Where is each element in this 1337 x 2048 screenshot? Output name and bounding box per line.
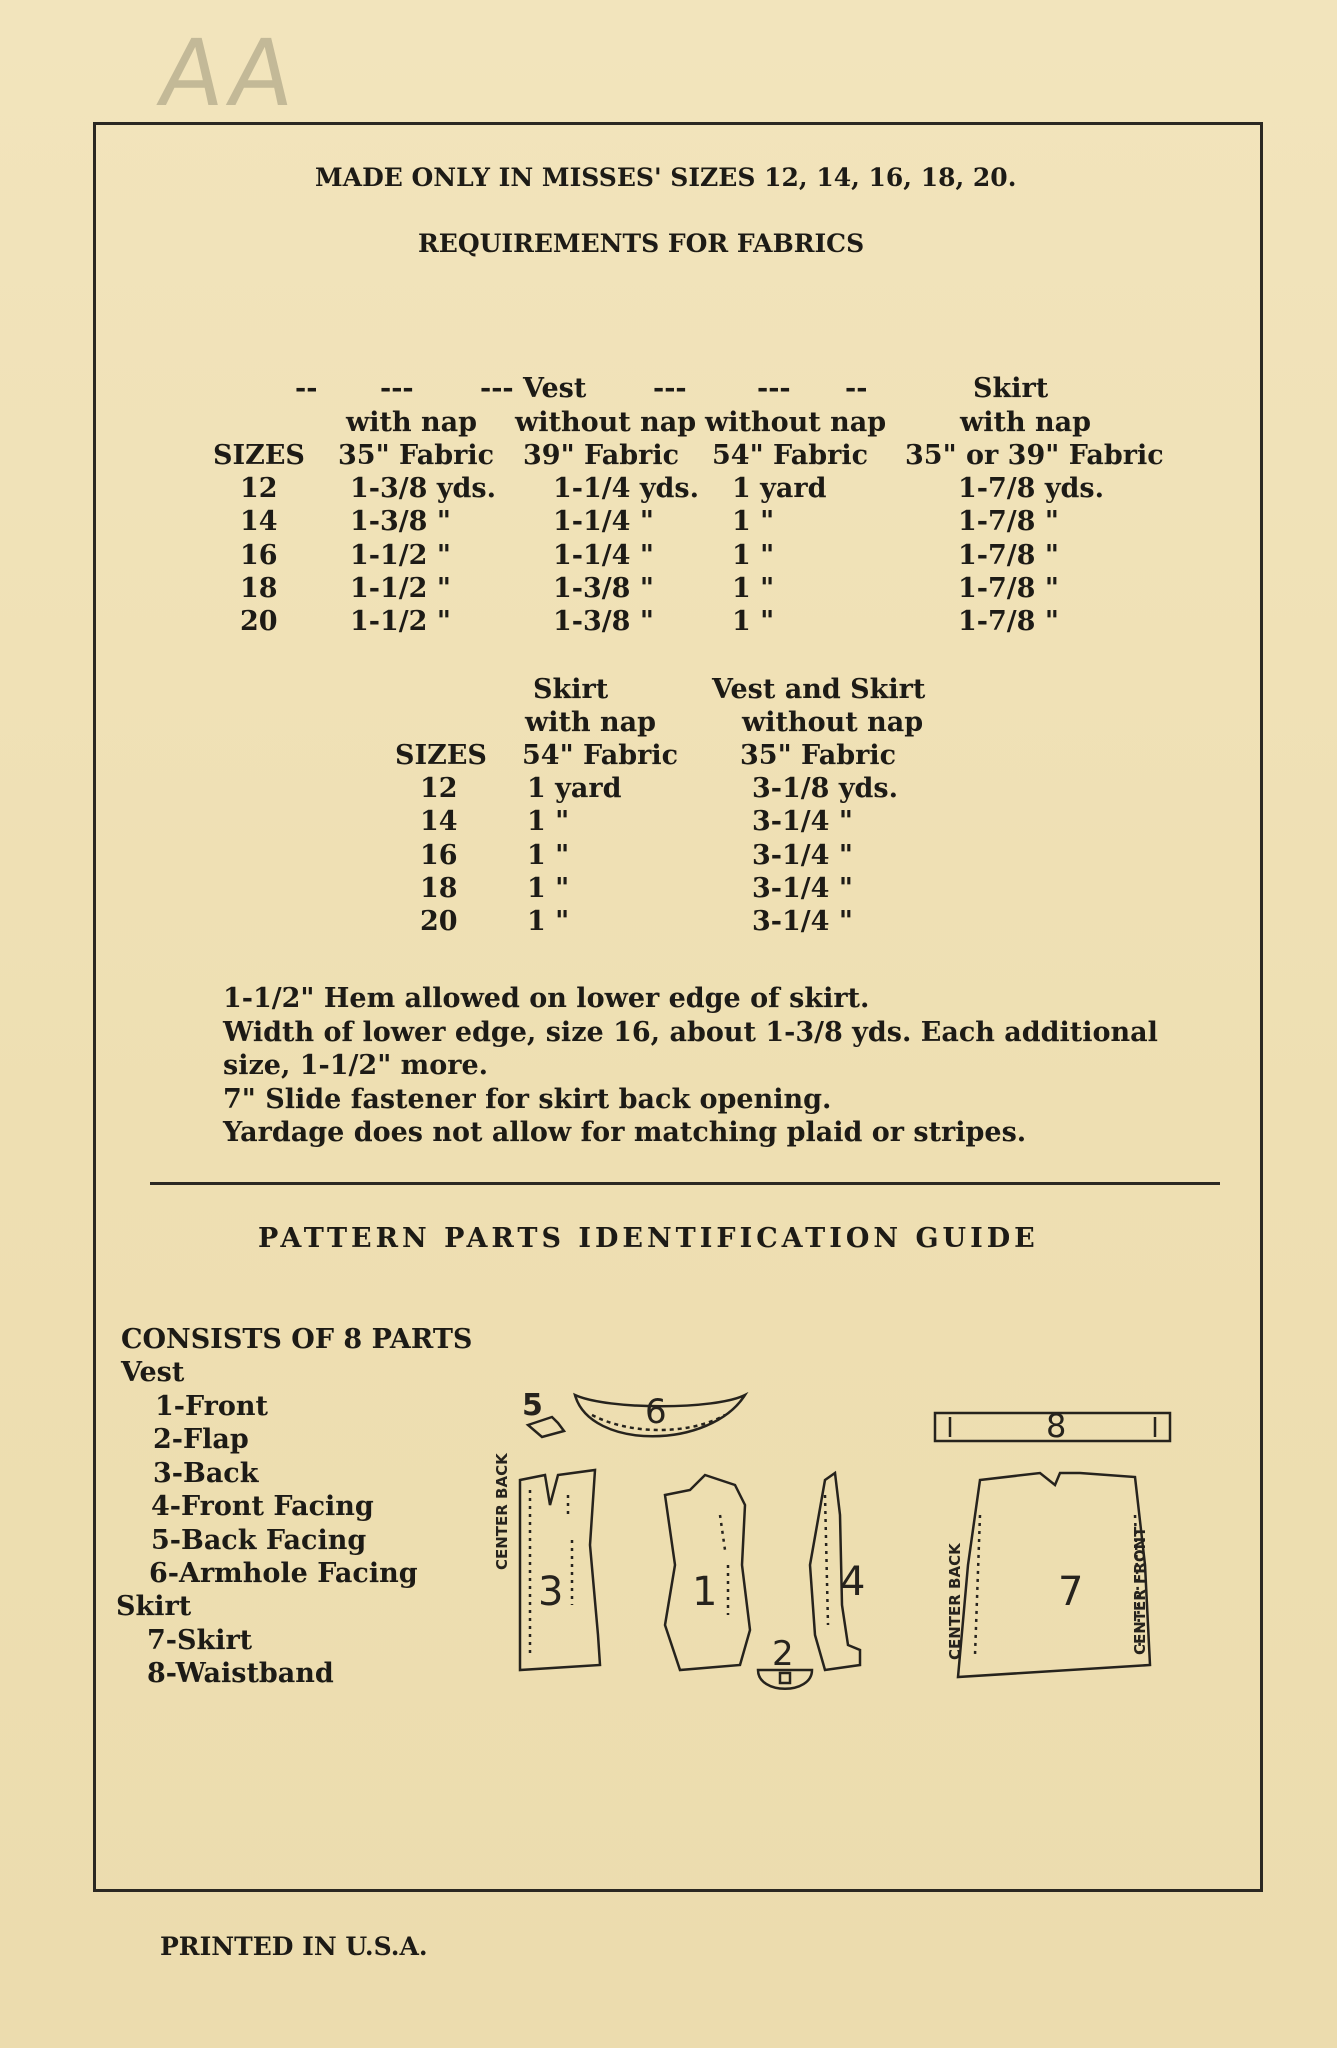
- table2-row1-col2: 3-1/8 yds.: [752, 773, 898, 804]
- table1-row3-col3: 1 ": [732, 540, 775, 571]
- table2-row4-size: 18: [420, 873, 458, 904]
- table1-sub-2: without nap: [515, 407, 697, 438]
- table2-row4-col1: 1 ": [527, 873, 570, 904]
- table2-row4-col2: 3-1/4 ": [752, 873, 853, 904]
- table1-row2-col3: 1 ": [732, 506, 775, 537]
- table1-row5-col4: 1-7/8 ": [958, 606, 1059, 637]
- table2-row5-size: 20: [420, 906, 458, 937]
- piece-4-number: 4: [840, 1559, 866, 1605]
- table1-row2-size: 14: [240, 506, 278, 537]
- part-item-skirt: 7-Skirt: [147, 1625, 253, 1656]
- note-fastener: 7" Slide fastener for skirt back opening.: [223, 1084, 832, 1115]
- piece-6-number: 6: [645, 1392, 667, 1432]
- table1-sub-4: with nap: [960, 407, 1092, 438]
- printed-in-label: PRINTED IN U.S.A.: [160, 1932, 428, 1961]
- table2-header-sizes: SIZES: [395, 740, 487, 771]
- skirt-front-center-label: CENTER FRONT: [1131, 1526, 1149, 1655]
- table1-row4-col3: 1 ": [732, 573, 775, 604]
- part-item-front: 1-Front: [155, 1391, 269, 1422]
- table2-sub-2: without nap: [742, 707, 924, 738]
- piece-7-shape: [958, 1473, 1150, 1677]
- table2-row1-size: 12: [420, 773, 458, 804]
- table2-header-col2: 35" Fabric: [740, 740, 897, 771]
- piece-2-number: 2: [772, 1634, 794, 1674]
- table1-group-dash-4: ---: [757, 373, 791, 404]
- table1-row1-col1: 1-3/8 yds.: [350, 473, 496, 504]
- part-item-waistband: 8-Waistband: [147, 1658, 334, 1689]
- table1-row4-col1: 1-1/2 ": [350, 573, 451, 604]
- table2-row3-size: 16: [420, 840, 458, 871]
- table1-sub-1: with nap: [346, 407, 478, 438]
- table2-group-skirt: Skirt: [533, 674, 609, 705]
- note-hem: 1-1/2" Hem allowed on lower edge of skirt.: [223, 983, 870, 1014]
- skirt-back-center-label: CENTER BACK: [946, 1543, 964, 1660]
- table1-sub-3: without nap: [705, 407, 887, 438]
- part-item-front-facing: 4-Front Facing: [151, 1491, 374, 1522]
- parts-count: CONSISTS OF 8 PARTS: [121, 1324, 473, 1355]
- piece-8-number: 8: [1046, 1407, 1067, 1445]
- table2-row5-col1: 1 ": [527, 906, 570, 937]
- table1-header-sizes: SIZES: [213, 440, 305, 471]
- table1-row4-col2: 1-3/8 ": [553, 573, 654, 604]
- table1-group-dash-1: --: [295, 373, 318, 404]
- table1-row5-col3: 1 ": [732, 606, 775, 637]
- table2-row5-col2: 3-1/4 ": [752, 906, 853, 937]
- table2-header-col1: 54" Fabric: [522, 740, 679, 771]
- table1-header-col3: 54" Fabric: [712, 440, 869, 471]
- table2-row2-col2: 3-1/4 ": [752, 806, 853, 837]
- table2-row3-col1: 1 ": [527, 840, 570, 871]
- sizes-heading: MADE ONLY IN MISSES' SIZES 12, 14, 16, 18, 20.: [315, 163, 1017, 192]
- table1-row5-col2: 1-3/8 ": [553, 606, 654, 637]
- part-item-back-facing: 5-Back Facing: [151, 1525, 367, 1556]
- table1-group-dash-3: ---: [653, 373, 687, 404]
- piece-5-number: 5: [522, 1388, 543, 1423]
- table1-group-dash-2: ---: [380, 373, 414, 404]
- table1-row5-col1: 1-1/2 ": [350, 606, 451, 637]
- part-item-flap: 2-Flap: [153, 1424, 249, 1455]
- table1-group-skirt: Skirt: [973, 373, 1049, 404]
- piece-3-number: 3: [538, 1569, 564, 1615]
- guide-title: PATTERN PARTS IDENTIFICATION GUIDE: [258, 1223, 1039, 1254]
- table1-row4-col4: 1-7/8 ": [958, 573, 1059, 604]
- table1-header-col4: 35" or 39" Fabric: [905, 440, 1164, 471]
- note-width: Width of lower edge, size 16, about 1-3/8 yds. Each additional: [223, 1017, 1158, 1048]
- table2-sub-1: with nap: [525, 707, 657, 738]
- table1-row3-size: 16: [240, 540, 278, 571]
- handwritten-mark: AA: [152, 20, 304, 127]
- table1-header-col2: 39" Fabric: [523, 440, 680, 471]
- table2-row1-col1: 1 yard: [527, 773, 622, 804]
- table1-header-col1: 35" Fabric: [338, 440, 495, 471]
- table1-group-dash-5: --: [845, 373, 868, 404]
- table1-row2-col2: 1-1/4 ": [553, 506, 654, 537]
- note-yardage: Yardage does not allow for matching plaid or stripes.: [223, 1117, 1027, 1148]
- table1-row1-col2: 1-1/4 yds.: [553, 473, 699, 504]
- table1-row3-col1: 1-1/2 ": [350, 540, 451, 571]
- section-divider: [150, 1182, 1220, 1185]
- table2-row2-col1: 1 ": [527, 806, 570, 837]
- table2-row2-size: 14: [420, 806, 458, 837]
- table1-row1-col4: 1-7/8 yds.: [958, 473, 1104, 504]
- piece-7-number: 7: [1058, 1569, 1084, 1615]
- requirements-heading: REQUIREMENTS FOR FABRICS: [418, 229, 865, 258]
- part-item-armhole-facing: 6-Armhole Facing: [149, 1558, 418, 1589]
- table2-group-vest-skirt: Vest and Skirt: [712, 674, 926, 705]
- piece-1-number: 1: [692, 1569, 718, 1615]
- part-item-back: 3-Back: [153, 1458, 259, 1489]
- table1-row3-col4: 1-7/8 ": [958, 540, 1059, 571]
- parts-skirt-label: Skirt: [116, 1591, 192, 1622]
- table1-row5-size: 20: [240, 606, 278, 637]
- table2-row3-col2: 3-1/4 ": [752, 840, 853, 871]
- parts-vest-label: Vest: [121, 1357, 185, 1388]
- table1-row1-size: 12: [240, 473, 278, 504]
- table1-row4-size: 18: [240, 573, 278, 604]
- table1-row2-col4: 1-7/8 ": [958, 506, 1059, 537]
- table1-row2-col1: 1-3/8 ": [350, 506, 451, 537]
- pattern-pieces-diagram: [480, 1365, 1200, 1785]
- note-width-cont: size, 1-1/2" more.: [223, 1050, 489, 1081]
- table1-row3-col2: 1-1/4 ": [553, 540, 654, 571]
- back-center-label: CENTER BACK: [493, 1453, 511, 1570]
- table1-row1-col3: 1 yard: [732, 473, 827, 504]
- table1-group-vest: --- Vest: [480, 373, 587, 404]
